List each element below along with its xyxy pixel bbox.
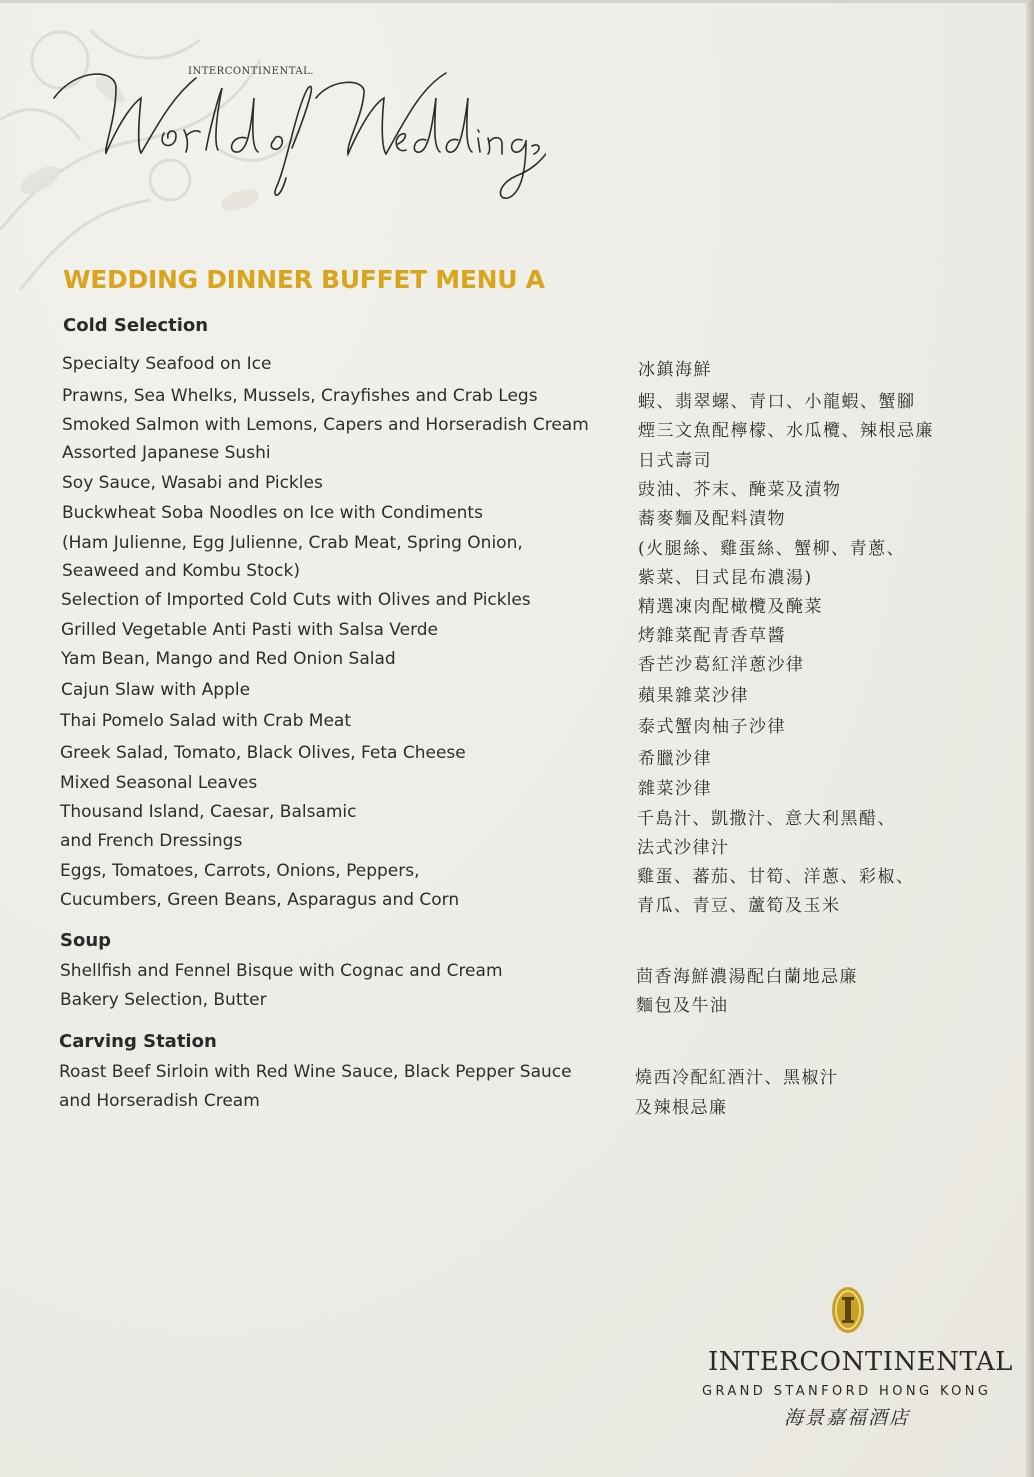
menu-item-en: Smoked Salmon with Lemons, Capers and Horseradish Cream — [62, 415, 589, 435]
menu-item-en: Thousand Island, Caesar, Balsamic — [60, 802, 357, 822]
menu-item-zh: 千島汁、凱撒汁、意大利黑醋、 — [637, 809, 896, 829]
menu-item-en: Selection of Imported Cold Cuts with Olives and Pickles — [61, 590, 531, 610]
menu-item-en: Prawns, Sea Whelks, Mussels, Crayfishes and Crab Legs — [62, 386, 538, 406]
menu-item-en: (Ham Julienne, Egg Julienne, Crab Meat, Spring Onion, — [62, 533, 523, 553]
world-of-weddings-script-logo — [46, 58, 546, 208]
page-right-edge — [1026, 0, 1034, 1477]
menu-item-en: Eggs, Tomatoes, Carrots, Onions, Peppers, — [60, 861, 420, 881]
menu-item-zh: 豉油、芥末、醃菜及漬物 — [638, 480, 842, 500]
intercontinental-wordmark: INTERCONTINENTAL — [708, 1347, 1013, 1377]
section-title-cold-selection: Cold Selection — [63, 315, 209, 336]
menu-item-zh: 希臘沙律 — [638, 749, 712, 769]
menu-item-en: and Horseradish Cream — [59, 1091, 260, 1111]
menu-item-en: Seaweed and Kombu Stock) — [62, 561, 300, 581]
hotel-chinese-name: 海景嘉福酒店 — [784, 1407, 911, 1429]
menu-item-zh: 法式沙律汁 — [637, 838, 730, 858]
menu-item-en: Grilled Vegetable Anti Pasti with Salsa Verde — [61, 620, 439, 640]
menu-item-zh: 冰鎮海鮮 — [638, 360, 712, 380]
menu-item-zh: 燒西冷配紅酒汁、黑椒汁 — [635, 1068, 839, 1088]
menu-item-zh: 泰式蟹肉柚子沙律 — [638, 717, 786, 737]
menu-item-en: and French Dressings — [60, 831, 243, 851]
menu-item-zh: 烤雜菜配青香草醬 — [638, 626, 786, 646]
menu-item-zh: 雞蛋、蕃茄、甘筍、洋蔥、彩椒、 — [637, 867, 915, 887]
menu-item-zh: 青瓜、青豆、蘆筍及玉米 — [637, 896, 841, 916]
menu-item-en: Bakery Selection, Butter — [60, 990, 267, 1010]
menu-item-en: Buckwheat Soba Noodles on Ice with Condiments — [62, 503, 483, 523]
menu-item-zh: 日式壽司 — [638, 451, 712, 471]
menu-item-en: Shellfish and Fennel Bisque with Cognac and Cream — [60, 961, 503, 981]
menu-item-en: Thai Pomelo Salad with Crab Meat — [60, 711, 351, 731]
menu-item-zh: 煙三文魚配檸檬、水瓜欖、辣根忌廉 — [638, 421, 934, 441]
menu-item-en: Mixed Seasonal Leaves — [60, 773, 258, 793]
menu-title: WEDDING DINNER BUFFET MENU A — [63, 265, 545, 294]
intercontinental-logo — [700, 1285, 1013, 1435]
menu-item-zh: 雜菜沙律 — [638, 779, 712, 799]
menu-item-en: Cajun Slaw with Apple — [61, 680, 251, 700]
intercontinental-i-emblem-icon — [830, 1285, 866, 1335]
menu-item-zh: 麵包及牛油 — [636, 996, 729, 1016]
menu-item-zh: 精選凍肉配橄欖及醃菜 — [638, 597, 823, 617]
menu-item-en: Cucumbers, Green Beans, Asparagus and Corn — [60, 890, 460, 910]
menu-item-zh: 蘋果雜菜沙律 — [638, 686, 749, 706]
menu-item-zh: 蝦、翡翠螺、青口、小龍蝦、蟹腳 — [638, 392, 916, 412]
menu-item-zh: 蕎麥麵及配料漬物 — [638, 509, 786, 529]
section-title-carving-station: Carving Station — [59, 1031, 217, 1052]
section-title-soup: Soup — [60, 930, 112, 951]
brand-small-label: INTERCONTINENTAL. — [188, 66, 314, 77]
menu-item-zh: 紫菜、日式昆布濃湯) — [638, 568, 813, 588]
menu-item-zh: (火腿絲、雞蛋絲、蟹柳、青蔥、 — [638, 539, 906, 559]
menu-item-en: Roast Beef Sirloin with Red Wine Sauce, Black Pepper Sauce — [59, 1062, 572, 1082]
menu-item-en: Greek Salad, Tomato, Black Olives, Feta Cheese — [60, 743, 466, 763]
menu-item-en: Soy Sauce, Wasabi and Pickles — [62, 473, 323, 493]
menu-item-en: Yam Bean, Mango and Red Onion Salad — [61, 649, 396, 669]
menu-item-en: Specialty Seafood on Ice — [62, 354, 272, 374]
menu-item-zh: 香芒沙葛紅洋蔥沙律 — [638, 655, 805, 675]
menu-item-en: Assorted Japanese Sushi — [62, 443, 271, 463]
menu-item-zh: 及辣根忌廉 — [635, 1098, 728, 1118]
hotel-subtitle: GRAND STANFORD HONG KONG — [702, 1384, 992, 1399]
menu-item-zh: 茴香海鮮濃湯配白蘭地忌廉 — [636, 967, 858, 987]
